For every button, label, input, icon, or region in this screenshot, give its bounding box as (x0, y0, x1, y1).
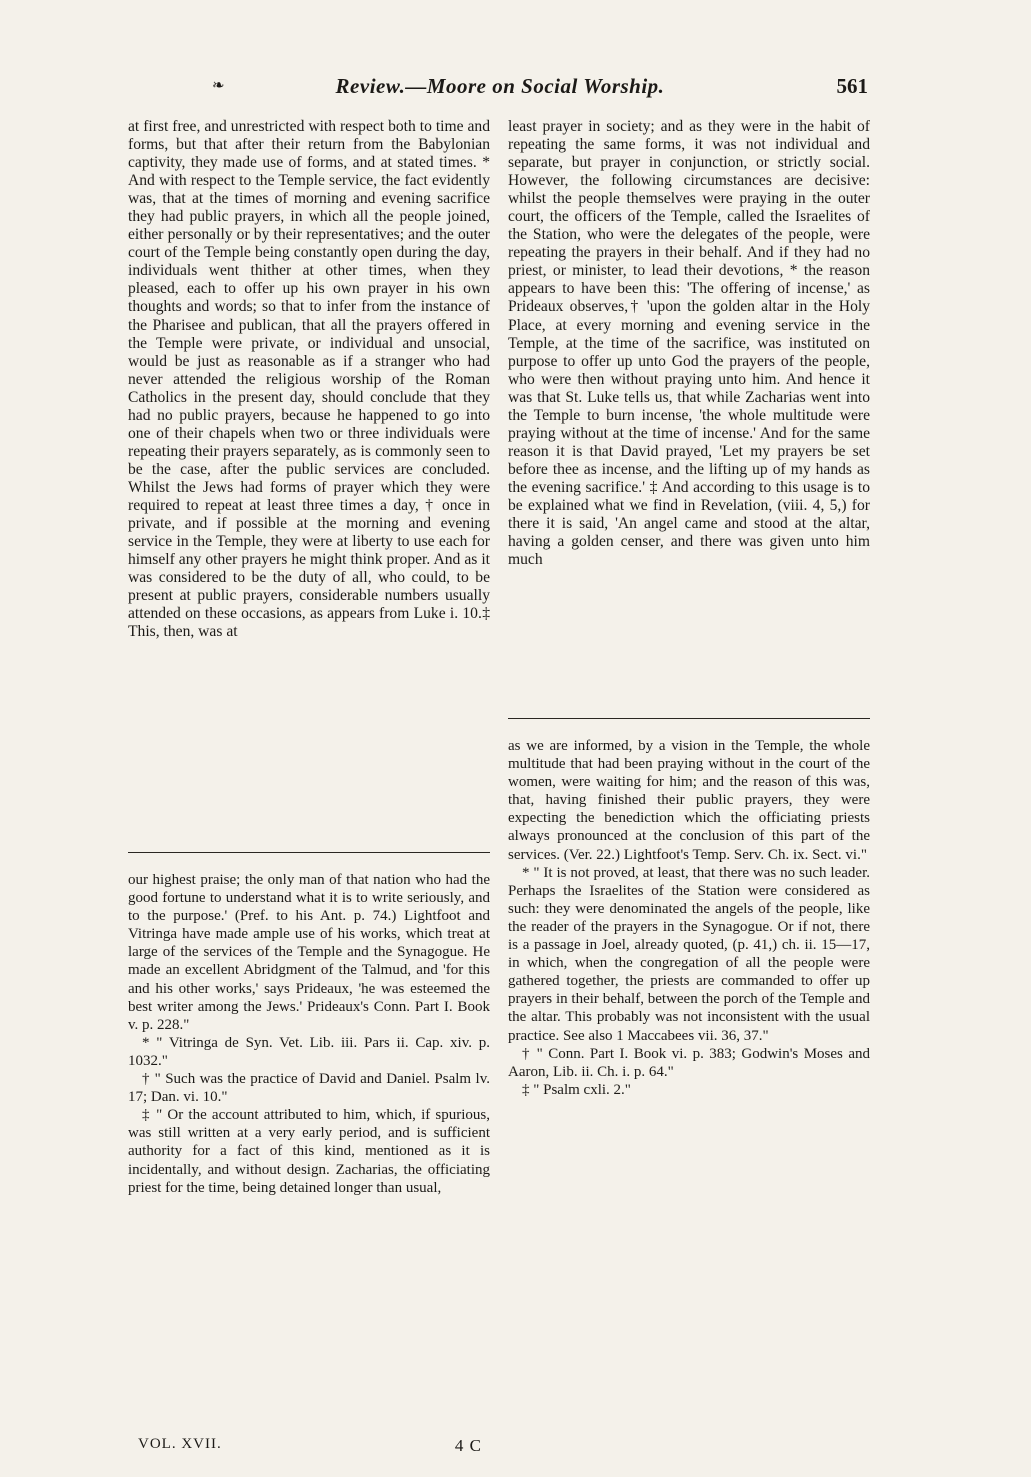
ornament-mark: ❧ (212, 78, 225, 94)
footnote-star-left: * " Vitringa de Syn. Vet. Lib. iii. Pars ii. Cap. xiv. p. 1032." (128, 1034, 490, 1069)
left-main-text-block (128, 118, 490, 838)
footnote-continued-left: our highest praise; the only man of that nation who had the good fortune to understand what it is to write seriously, and to the purpose.' (Pref. to his Ant. p. 74.) Lightfoot and Vitringa have made ample use of his works, which treat at large of the services of the Temple and the Synagogue. He made an excellent Abridgment of the Talmud, and 'for this and his other works,' says Prideaux, 'he was esteemed the best writer among the Jews.' Prideaux's Conn. Part I. Book v. p. 228." (128, 872, 490, 1033)
running-header (130, 74, 870, 104)
running-title: Review.—Moore on Social Worship. (335, 74, 665, 98)
footnote-divider-left (128, 852, 490, 853)
footnote-double-dagger-left: ‡ " Or the account attributed to him, which, if spurious, was still written at a very early period, and is sufficient authority for a fact of this kind, mentioned as it is incidentally, and without design. Zacharias, the officiating priest for the time, being detained longer than usual, (128, 1107, 490, 1196)
right-main-text-block (508, 118, 870, 704)
right-main-text: least prayer in society; and as they were in the habit of repeating the same forms, it was not individual and separate, but prayer in conjunction, or strictly social. However, the following circumstances are decisive: whilst the people themselves were praying in the outer court, the officers of the Temple, called the Israelites of the Station, who were the delegates of the people, were repeating the prayers in their behalf. And if they had no priest, or minister, to lead their devotions, * the reason appears to have been this: 'The offering of incense,' as Prideaux observes,† 'upon the golden altar in the Holy Place, at every morning and evening service in the Temple, at the time of the sacrifice, was instituted on purpose to offer up unto God the prayers of the people, who were then without praying unto him. And hence it was that St. Luke tells us, that while Zacharias went into the Temple to burn incense, 'the whole multitude were praying without at the time of incense.' And for the same reason it is that David prayed, 'Let my prayers be set before thee as incense, and the lifting up of my hands as the evening sacrifice.' ‡ And according to this usage is to be explained what we find in Revelation, (viii. 4, 5,) for there it is said, 'An angel came and stood at the altar, having a golden censer, and there was given unto him much (508, 118, 870, 569)
footnote-dagger-right: † " Conn. Part I. Book vi. p. 383; Godwin's Moses and Aaron, Lib. ii. Ch. i. p. 64." (508, 1045, 870, 1080)
volume-label: VOL. XVII. (138, 1436, 222, 1452)
left-column (128, 118, 490, 1197)
footnote-dagger-left: † " Such was the practice of David and Daniel. Psalm lv. 17; Dan. vi. 10." (128, 1071, 490, 1106)
left-main-text: at first free, and unrestricted with respect both to time and forms, but that after their return from the Babylonian captivity, they made use of forms, and at stated times. * And with respect to the Temple service, the fact evidently was, that at the times of morning and evening sacrifice they had public prayers, in which all the people joined, either personally or by their representatives; and the outer court of the Temple being constantly open during the day, individuals went thither at other times, when they pleased, each to offer up his own prayer in his own thoughts and words; so that to infer from the instance of the Pharisee and publican, that all the prayers offered in the Temple were private, or individual and unsocial, would be just as reasonable as if a stranger who had never attended the religious worship of the Roman Catholics in the present day, should conclude that they had no public prayers, because he happened to go into one of their chapels when two or three individuals were repeating their prayers separately, as is commonly seen to be the case, after the public services are concluded. Whilst the Jews had forms of prayer which they were required to repeat at least three times a day, † once in private, and if possible at the morning and evening service in the Temple, they were at liberty to use each for himself any other prayers he might think proper. And as it was considered to be the duty of all, who could, to be present at public prayers, considerable numbers usually attended on these occasions, as appears from Luke i. 10.‡ This, then, was at (128, 118, 490, 641)
page-number: 561 (836, 74, 868, 98)
footnote-divider-right (508, 718, 870, 719)
signature-mark: 4 C (454, 1436, 482, 1455)
right-column (508, 118, 870, 1099)
footnote-double-dagger-right: ‡ " Psalm cxli. 2." (522, 1081, 631, 1098)
footnote-star-right: * " It is not proved, at least, that there was no such leader. Perhaps the Israelites of the Station were considered as such: they were denominated the angels of the people, like the reader of the prayers in the Synagogue. Or if not, there is a passage in Joel, already quoted, (p. 41,) ch. ii. 15—17, in which, when the congregation of all the people were gathered together, the priests are commanded to offer up prayers in their behalf, between the porch of the Temple and the altar. This probably was not inconsistent with the usual practice. See also 1 Maccabees vii. 36, 37." (508, 864, 870, 1044)
footnote-continued-right: as we are informed, by a vision in the Temple, the whole multitude that had been praying without in the court of the women, were waiting for him; and the reason of this was, that, having finished their public prayers, they were expecting the benediction which the officiating priests always pronounced at the conclusion of this part of the services. (Ver. 22.) Lightfoot's Temp. Serv. Ch. ix. Sect. vi." (508, 738, 870, 863)
